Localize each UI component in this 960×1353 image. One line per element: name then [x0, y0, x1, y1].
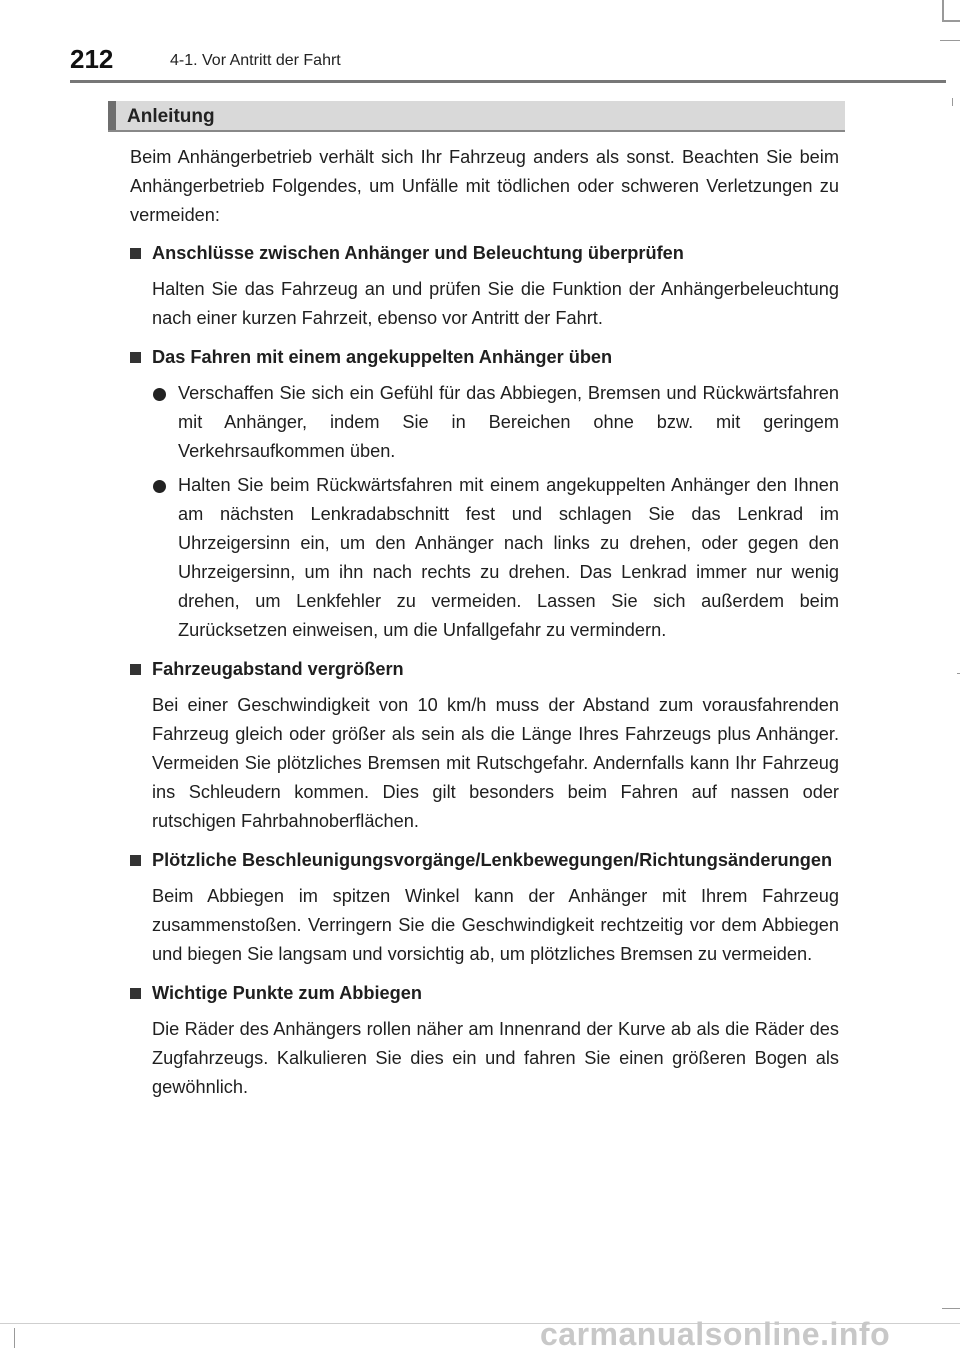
- watermark-logo: carmanualsonline.info: [540, 1316, 891, 1352]
- list-item: [130, 471, 839, 645]
- square-bullet-icon: [130, 988, 141, 999]
- crop-mark: [942, 20, 960, 22]
- subsection-text: Beim Abbiegen im spitzen Winkel kann der Anhänger mit Ihrem Fahrzeug zusammenstoßen. Verringern Sie die Geschwindigkeit rechtzeitig vor dem Abbiegen und biegen Sie langsam und vorsichtig ab, um plötzliches Bremsen zu vermeiden.: [152, 886, 839, 964]
- subsection-heading-text: Wichtige Punkte zum Abbiegen: [152, 983, 422, 1003]
- square-bullet-icon: [130, 855, 141, 866]
- subsection-heading-text: Fahrzeugabstand vergrößern: [152, 659, 404, 679]
- running-header: 4-1. Vor Antritt der Fahrt: [170, 52, 341, 69]
- subsection-heading-text: Anschlüsse zwischen Anhänger und Beleuchtung überprüfen: [152, 243, 684, 263]
- subsection-heading-text: Das Fahren mit einem angekuppelten Anhänger üben: [152, 347, 613, 367]
- square-bullet-icon: [130, 248, 141, 259]
- round-bullet-icon: [153, 480, 166, 493]
- subsection-heading: [130, 343, 839, 372]
- square-bullet-icon: [130, 664, 141, 675]
- intro-paragraph: Beim Anhängerbetrieb verhält sich Ihr Fahrzeug anders als sonst. Beachten Sie beim Anhängerbetrieb Folgendes, um Unfälle mit tödlichen oder schweren Verletzungen zu vermeiden:: [130, 147, 839, 225]
- instructions-content: [130, 143, 839, 1112]
- subsection-sudden-maneuvers: [130, 846, 839, 969]
- page-number: 212: [70, 44, 114, 74]
- round-bullet-icon: [153, 388, 166, 401]
- crop-mark: [942, 1308, 960, 1309]
- header-rule: [70, 80, 946, 83]
- list-item-text: Halten Sie beim Rückwärtsfahren mit einem angekuppelten Anhänger den Ihnen am nächsten Lenkradabschnitt fest und schlagen Sie das Lenkrad im Uhrzeigersinn ein, um den Anhänger nach links zu drehen, oder gegen den Uhrzeigersinn, um ihn nach rechts zu drehen. Das Lenkrad immer nur wenig drehen, um Lenkfehler zu vermeiden. Lassen Sie sich außerdem beim Zurücksetzen einweisen, um die Unfallgefahr zu vermindern.: [178, 475, 839, 640]
- crop-mark: [940, 40, 960, 41]
- subsection-turning: [130, 979, 839, 1102]
- square-bullet-icon: [130, 352, 141, 363]
- warning-box-header: [108, 101, 845, 132]
- crop-mark: [942, 0, 944, 22]
- list-item: [130, 379, 839, 466]
- subsection-heading-text: Plötzliche Beschleunigungsvorgänge/Lenkbewegungen/Richtungsänderungen: [152, 850, 833, 870]
- subsection-text: Halten Sie das Fahrzeug an und prüfen Sie die Funktion der Anhängerbeleuchtung nach einer kurzen Fahrzeit, ebenso vor Antritt der Fahrt.: [152, 279, 839, 328]
- subsection-heading: [130, 846, 839, 875]
- crop-mark: [952, 98, 953, 106]
- subsection-heading: [130, 655, 839, 684]
- box-title: Anleitung: [127, 106, 215, 127]
- subsection-connections: [130, 239, 839, 333]
- subsection-text: Die Räder des Anhängers rollen näher am Innenrand der Kurve ab als die Räder des Zugfahrzeugs. Kalkulieren Sie dies ein und fahren Sie einen größeren Bogen als gewöhnlich.: [152, 1019, 839, 1097]
- subsection-heading: [130, 239, 839, 268]
- list-item-text: Verschaffen Sie sich ein Gefühl für das Abbiegen, Bremsen und Rückwärtsfahren mit Anhänger, indem Sie in Bereichen ohne bzw. mit geringem Verkehrsaufkommen üben.: [178, 383, 839, 461]
- crop-mark: [14, 1328, 15, 1348]
- subsection-text: Bei einer Geschwindigkeit von 10 km/h muss der Abstand zum vorausfahrenden Fahrzeug gleich oder größer als sein als die Länge Ihres Fahrzeugs plus Anhänger. Vermeiden Sie plötzliches Bremsen mit Rutschgefahr. Andernfalls kann Ihr Fahrzeug ins Schleudern kommen. Dies gilt besonders beim Fahren auf nassen oder rutschigen Fahrbahnoberflächen.: [152, 695, 839, 831]
- subsection-distance: [130, 655, 839, 836]
- box-accent-bar: [108, 101, 116, 130]
- subsection-practice: [130, 343, 839, 645]
- subsection-heading: [130, 979, 839, 1008]
